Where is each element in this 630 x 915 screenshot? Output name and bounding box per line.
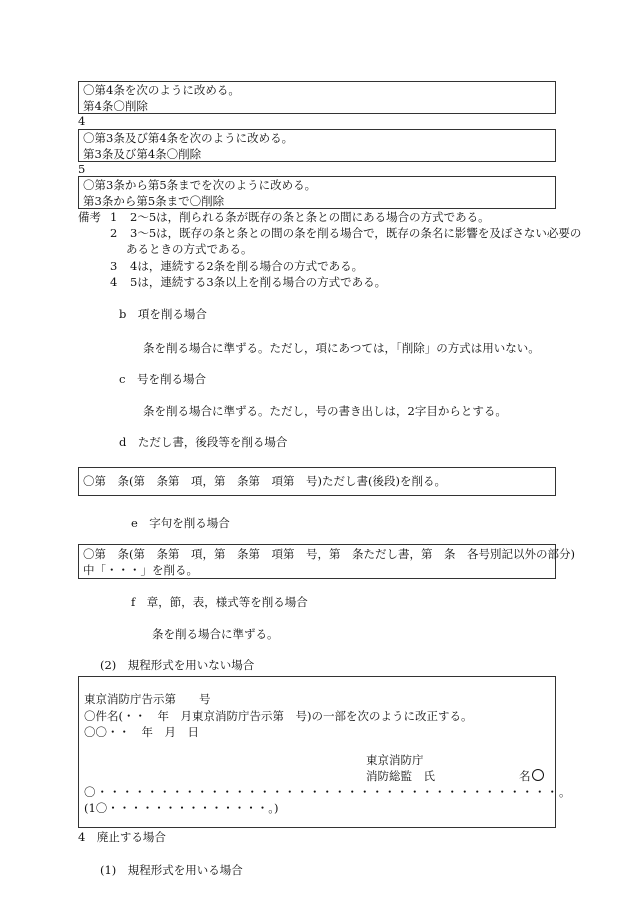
notice-number: 東京消防庁告示第 号 [84, 692, 211, 706]
section-2-heading: (2) 規程形式を用いない場合 [100, 658, 255, 672]
section-b-body: 条を削る場合に準ずる。ただし，項にあつては，「削除」の方式は用いない。 [143, 341, 540, 355]
section-f-body: 条を削る場合に準ずる。 [152, 627, 279, 641]
box-line: 第4条〇削除 [83, 98, 148, 113]
box-line: 中「・・・」を削る。 [83, 562, 198, 577]
notes-heading: 備考 [78, 210, 101, 224]
seal-circle-icon [532, 769, 544, 781]
note-number: 1 [110, 210, 118, 224]
signer-name-seal [519, 769, 544, 785]
example-box-delete-article-4 [78, 81, 556, 114]
example-box-proviso [78, 467, 556, 496]
note-text-continued: あるときの方式である。 [126, 242, 253, 256]
signer-name: 名 [519, 769, 531, 783]
box-line: 〇第 条(第 条第 項，第 条第 項第 号)ただし書(後段)を削る。 [83, 474, 446, 488]
box-line: 〇第 条(第 条第 項，第 条第 項第 号，第 条ただし書，第 条 各号別記以外の部分) [83, 547, 575, 561]
section-b-heading: b 項を削る場合 [119, 307, 207, 321]
box-line: 第3条及び第4条〇削除 [83, 146, 202, 161]
box-line: 〇第3条及び第4条を次のように改める。 [83, 131, 294, 145]
body-paren: (1〇・・・・・・・・・・・・・・。) [84, 801, 279, 815]
signer-title: 消防総監 氏 [366, 769, 435, 783]
body-dots: 〇・・・・・・・・・・・・・・・・・・・・・・・・・・・・・・・・・・・・・。 [84, 785, 572, 799]
example-box-delete-articles-3-4 [78, 129, 556, 162]
box-line: 第3条から第5条まで〇削除 [83, 193, 225, 208]
note-number: 4 [110, 275, 118, 289]
example-box-delete-articles-3-5 [78, 176, 556, 209]
note-text: 3～5は，既存の条と条との間の条を削る場合で，既存の条名に影響を及ぼさない必要の [130, 226, 582, 240]
box-line: 〇第4条を次のように改める。 [83, 83, 240, 97]
section-d-heading: d ただし書，後段等を削る場合 [119, 435, 288, 449]
notice-example-box [78, 676, 572, 828]
note-text: 2～5は，削られる条が既存の条と条との間にある場合の方式である。 [130, 210, 490, 224]
example-label-4: 4 [78, 114, 86, 128]
note-text: 4は，連続する2条を削る場合の方式である。 [130, 259, 364, 273]
note-number: 3 [110, 259, 118, 273]
issuing-agency: 東京消防庁 [366, 753, 424, 767]
note-text: 5は，連続する3条以上を削る場合の方式である。 [130, 275, 387, 289]
section-4-heading: 4 廃止する場合 [78, 830, 166, 844]
section-f-heading: f 章，節，表，様式等を削る場合 [131, 595, 308, 609]
example-box-phrase [78, 544, 575, 579]
notice-date: 〇〇・・ 年 月 日 [84, 725, 199, 739]
note-number: 2 [110, 226, 118, 240]
notice-subject: 〇件名(・・ 年 月東京消防庁告示第 号)の一部を次のように改正する。 [84, 709, 473, 723]
section-e-heading: e 字句を削る場合 [131, 516, 230, 530]
section-c-heading: c 号を削る場合 [119, 372, 206, 386]
example-label-5: 5 [78, 162, 86, 176]
section-c-body: 条を削る場合に準ずる。ただし，号の書き出しは，2字目からとする。 [143, 404, 507, 418]
box-line: 〇第3条から第5条までを次のように改める。 [83, 178, 317, 192]
section-4-sub-heading: (1) 規程形式を用いる場合 [100, 863, 243, 877]
